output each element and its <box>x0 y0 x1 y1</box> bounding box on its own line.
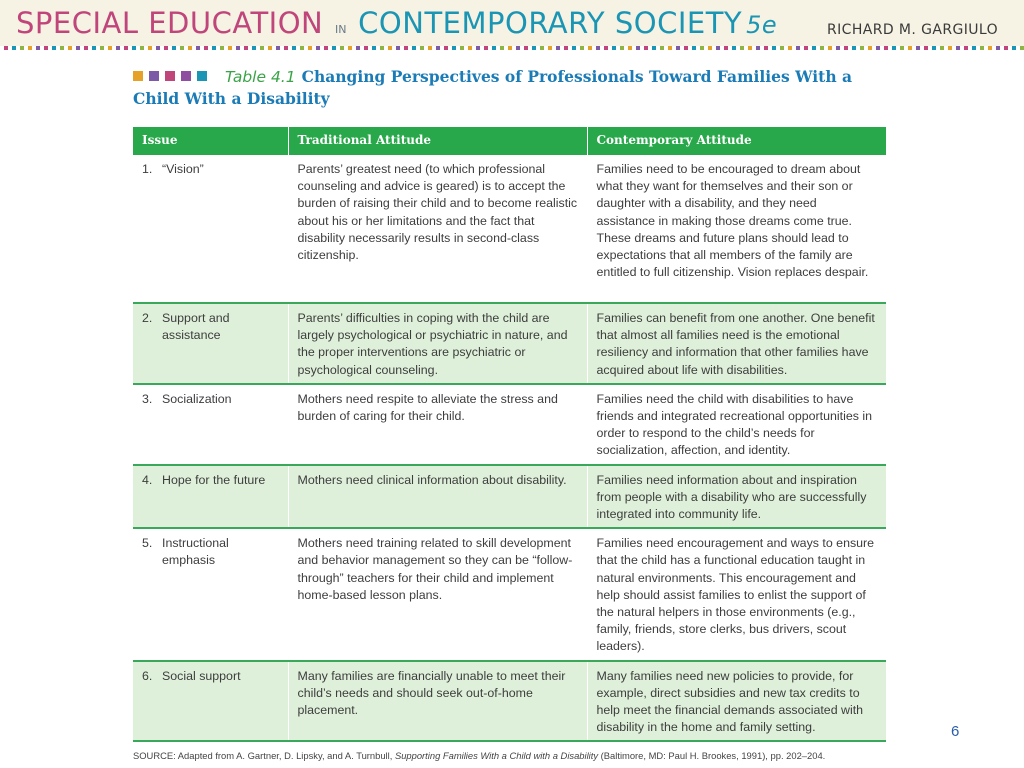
contemporary-cell: Families need information about and inspiration from people with a disability who are successfully integrated into community life. <box>587 465 886 529</box>
divider-dot <box>172 46 176 50</box>
issue-text: Socialization <box>162 391 232 406</box>
divider-dot <box>732 46 736 50</box>
divider-dot <box>372 46 376 50</box>
divider-dot <box>772 46 776 50</box>
divider-dot <box>756 46 760 50</box>
divider-dot <box>964 46 968 50</box>
traditional-cell: Parents’ difficulties in coping with the child are largely psychological or psychiatric in nature, and the proper interventions are psychiatric or psychological counseling. <box>288 303 587 384</box>
divider-dot <box>92 46 96 50</box>
divider-dot <box>500 46 504 50</box>
divider-dot <box>428 46 432 50</box>
traditional-cell: Many families are financially unable to meet their child’s needs and should seek out-of-home placement. <box>288 661 587 742</box>
divider-dot <box>708 46 712 50</box>
source-suffix: (Baltimore, MD: Paul H. Brookes, 1991), pp. 202–204. <box>598 750 826 761</box>
divider-dot <box>188 46 192 50</box>
divider-dot <box>748 46 752 50</box>
divider-dot <box>124 46 128 50</box>
divider-dot <box>1020 46 1024 50</box>
divider-dot <box>876 46 880 50</box>
divider-dot <box>404 46 408 50</box>
contemporary-cell: Families can benefit from one another. One benefit that almost all families need is the emotional resiliency and information that other families have acquired about life with disabilities. <box>587 303 886 384</box>
divider-dot <box>588 46 592 50</box>
divider-dot <box>164 46 168 50</box>
divider-dot <box>892 46 896 50</box>
divider-dot <box>668 46 672 50</box>
issue-cell <box>133 528 288 660</box>
issue-number: 1. <box>142 162 153 176</box>
divider-dot <box>436 46 440 50</box>
divider-dot <box>612 46 616 50</box>
divider-dot <box>956 46 960 50</box>
divider-dot <box>652 46 656 50</box>
divider-dot <box>276 46 280 50</box>
title-in: IN <box>334 23 347 36</box>
divider-dot <box>44 46 48 50</box>
divider-dot <box>236 46 240 50</box>
divider-dot <box>108 46 112 50</box>
divider-dot <box>20 46 24 50</box>
book-title <box>16 6 777 47</box>
divider-dot <box>116 46 120 50</box>
divider-dot <box>452 46 456 50</box>
table-label: Table 4.1 <box>225 68 296 86</box>
issue-text: Instructional emphasis <box>162 536 229 568</box>
issue-text: Support and assistance <box>162 311 230 343</box>
contemporary-cell: Families need encouragement and ways to ensure that the child has a functional education taught in natural environments. This encouragement and help should assist families to enlist the support of the natural helpers in those environments (e.g., family, friends, store clerks, bus drivers, scout leaders). <box>587 528 886 660</box>
table-row <box>133 465 886 529</box>
divider-dot <box>340 46 344 50</box>
divider-dot <box>252 46 256 50</box>
title-part-1: SPECIAL EDUCATION <box>16 6 324 40</box>
divider-dot <box>692 46 696 50</box>
attitudes-table <box>133 127 886 742</box>
divider-dot <box>228 46 232 50</box>
divider-dot <box>948 46 952 50</box>
divider-dot <box>700 46 704 50</box>
author-name: RICHARD M. GARGIULO <box>827 22 998 38</box>
divider-dot <box>884 46 888 50</box>
issue-number: 3. <box>142 391 153 406</box>
divider-dot <box>820 46 824 50</box>
divider-dot <box>572 46 576 50</box>
header-band <box>0 0 1024 46</box>
source-citation <box>133 750 1013 761</box>
divider-dot <box>52 46 56 50</box>
divider-dot <box>148 46 152 50</box>
title-part-2: CONTEMPORARY SOCIETY <box>358 6 743 40</box>
issue-number: 4. <box>142 472 153 487</box>
traditional-cell: Mothers need clinical information about disability. <box>288 465 587 529</box>
divider-dot <box>988 46 992 50</box>
divider-dot <box>156 46 160 50</box>
divider-dot <box>796 46 800 50</box>
divider-dot <box>420 46 424 50</box>
contemporary-cell: Families need the child with disabilities to have friends and integrated recreational opportunities in order to respond to the child’s needs for socialization, affection, and identity. <box>587 384 886 465</box>
contemporary-cell: Families need to be encouraged to dream about what they want for themselves and their son or daughter with a disability, and they need assistance in making those dreams come true. These dreams and future plans should lead to expectations that all members of the family are entitled to full citizenship. Vision replaces despair. <box>587 155 886 303</box>
divider-dot <box>932 46 936 50</box>
divider-dot <box>484 46 488 50</box>
divider-dot <box>684 46 688 50</box>
header-traditional: Traditional Attitude <box>288 127 587 155</box>
divider-dot <box>460 46 464 50</box>
table-row <box>133 661 886 742</box>
divider-dot <box>268 46 272 50</box>
source-book-title: Supporting Families With a Child with a Disability <box>394 750 599 761</box>
divider-dot <box>412 46 416 50</box>
divider-dot <box>580 46 584 50</box>
divider-dot <box>468 46 472 50</box>
divider-dot <box>980 46 984 50</box>
divider-dot <box>68 46 72 50</box>
divider-dot <box>348 46 352 50</box>
divider-dot <box>84 46 88 50</box>
divider-dot <box>308 46 312 50</box>
divider-dot <box>868 46 872 50</box>
issue-cell <box>133 661 288 742</box>
divider-dot <box>548 46 552 50</box>
divider-dot <box>972 46 976 50</box>
divider-dot <box>196 46 200 50</box>
divider-dot <box>364 46 368 50</box>
table-header-row <box>133 127 886 155</box>
divider-dot <box>660 46 664 50</box>
divider-dot <box>716 46 720 50</box>
contemporary-cell: Many families need new policies to provide, for example, direct subsidies and new tax credits to help meet the financial demands associated with disability in the home and family setting. <box>587 661 886 742</box>
issue-text: “Vision” <box>162 162 204 176</box>
divider-dot <box>76 46 80 50</box>
divider-dot <box>676 46 680 50</box>
divider-dot <box>900 46 904 50</box>
divider-dot <box>564 46 568 50</box>
divider-dot <box>1012 46 1016 50</box>
issue-text: Social support <box>162 668 241 683</box>
divider-dot <box>316 46 320 50</box>
divider-dot <box>724 46 728 50</box>
divider-dot <box>244 46 248 50</box>
divider-dot <box>628 46 632 50</box>
issue-text: Hope for the future <box>162 472 266 487</box>
divider-dot <box>556 46 560 50</box>
divider-dot <box>740 46 744 50</box>
divider-dot <box>860 46 864 50</box>
divider-dot <box>36 46 40 50</box>
divider-dot <box>284 46 288 50</box>
divider-dot <box>916 46 920 50</box>
page-number: 6 <box>951 723 960 740</box>
divider-dot <box>1004 46 1008 50</box>
divider-dot <box>788 46 792 50</box>
divider-dot <box>140 46 144 50</box>
divider-dot <box>260 46 264 50</box>
divider-dot <box>396 46 400 50</box>
divider-dot <box>380 46 384 50</box>
divider-dot <box>540 46 544 50</box>
divider-dot <box>804 46 808 50</box>
divider-dot <box>524 46 528 50</box>
divider-dot <box>300 46 304 50</box>
issue-cell <box>133 465 288 529</box>
table-row <box>133 528 886 660</box>
divider-dot <box>516 46 520 50</box>
divider-dot <box>996 46 1000 50</box>
table-row <box>133 303 886 384</box>
divider-dot <box>180 46 184 50</box>
issue-cell <box>133 303 288 384</box>
table-row <box>133 155 886 303</box>
divider-dot <box>644 46 648 50</box>
header-issue: Issue <box>133 127 288 155</box>
divider-dot <box>852 46 856 50</box>
divider-dot <box>444 46 448 50</box>
divider-dot <box>28 46 32 50</box>
divider-dot <box>356 46 360 50</box>
divider-dot <box>532 46 536 50</box>
divider-dot <box>924 46 928 50</box>
divider-dot <box>812 46 816 50</box>
divider-dot <box>492 46 496 50</box>
divider-dot <box>780 46 784 50</box>
divider-dot <box>4 46 8 50</box>
divider-dot <box>332 46 336 50</box>
divider-dot <box>220 46 224 50</box>
divider-dot <box>292 46 296 50</box>
divider-dot <box>596 46 600 50</box>
divider-dot <box>844 46 848 50</box>
issue-number: 6. <box>142 668 153 683</box>
divider-dot <box>212 46 216 50</box>
issue-number: 2. <box>142 311 153 325</box>
divider-dot <box>940 46 944 50</box>
traditional-cell: Parents’ greatest need (to which professional counseling and advice is geared) is to accept the burden of raising their child and to become realistic about his or her limitations and the fact that disability necessarily results in second-class citizenship. <box>288 155 587 303</box>
divider-dot <box>636 46 640 50</box>
table-row <box>133 384 886 465</box>
table-title-text: Changing Perspectives of Professionals Toward Families With a Child With a Disability <box>133 67 853 108</box>
issue-cell <box>133 155 288 303</box>
divider-dot <box>764 46 768 50</box>
divider-dot <box>324 46 328 50</box>
divider-dot <box>620 46 624 50</box>
divider-dot <box>836 46 840 50</box>
dotted-divider <box>0 46 1024 52</box>
divider-dot <box>388 46 392 50</box>
divider-dot <box>908 46 912 50</box>
source-prefix: SOURCE: Adapted from A. Gartner, D. Lipsky, and A. Turnbull, <box>133 750 395 761</box>
traditional-cell: Mothers need training related to skill development and behavior management so they can be “follow-through” teachers for their child and implement home-based lesson plans. <box>288 528 587 660</box>
divider-dot <box>828 46 832 50</box>
divider-dot <box>132 46 136 50</box>
traditional-cell: Mothers need respite to alleviate the stress and burden of caring for their child. <box>288 384 587 465</box>
issue-number: 5. <box>142 536 153 551</box>
divider-dot <box>508 46 512 50</box>
divider-dot <box>60 46 64 50</box>
table-title <box>133 66 893 109</box>
divider-dot <box>204 46 208 50</box>
edition-label: 5e <box>746 11 778 39</box>
divider-dot <box>100 46 104 50</box>
header-contemporary: Contemporary Attitude <box>587 127 886 155</box>
divider-dot <box>476 46 480 50</box>
divider-dot <box>12 46 16 50</box>
issue-cell <box>133 384 288 465</box>
divider-dot <box>604 46 608 50</box>
